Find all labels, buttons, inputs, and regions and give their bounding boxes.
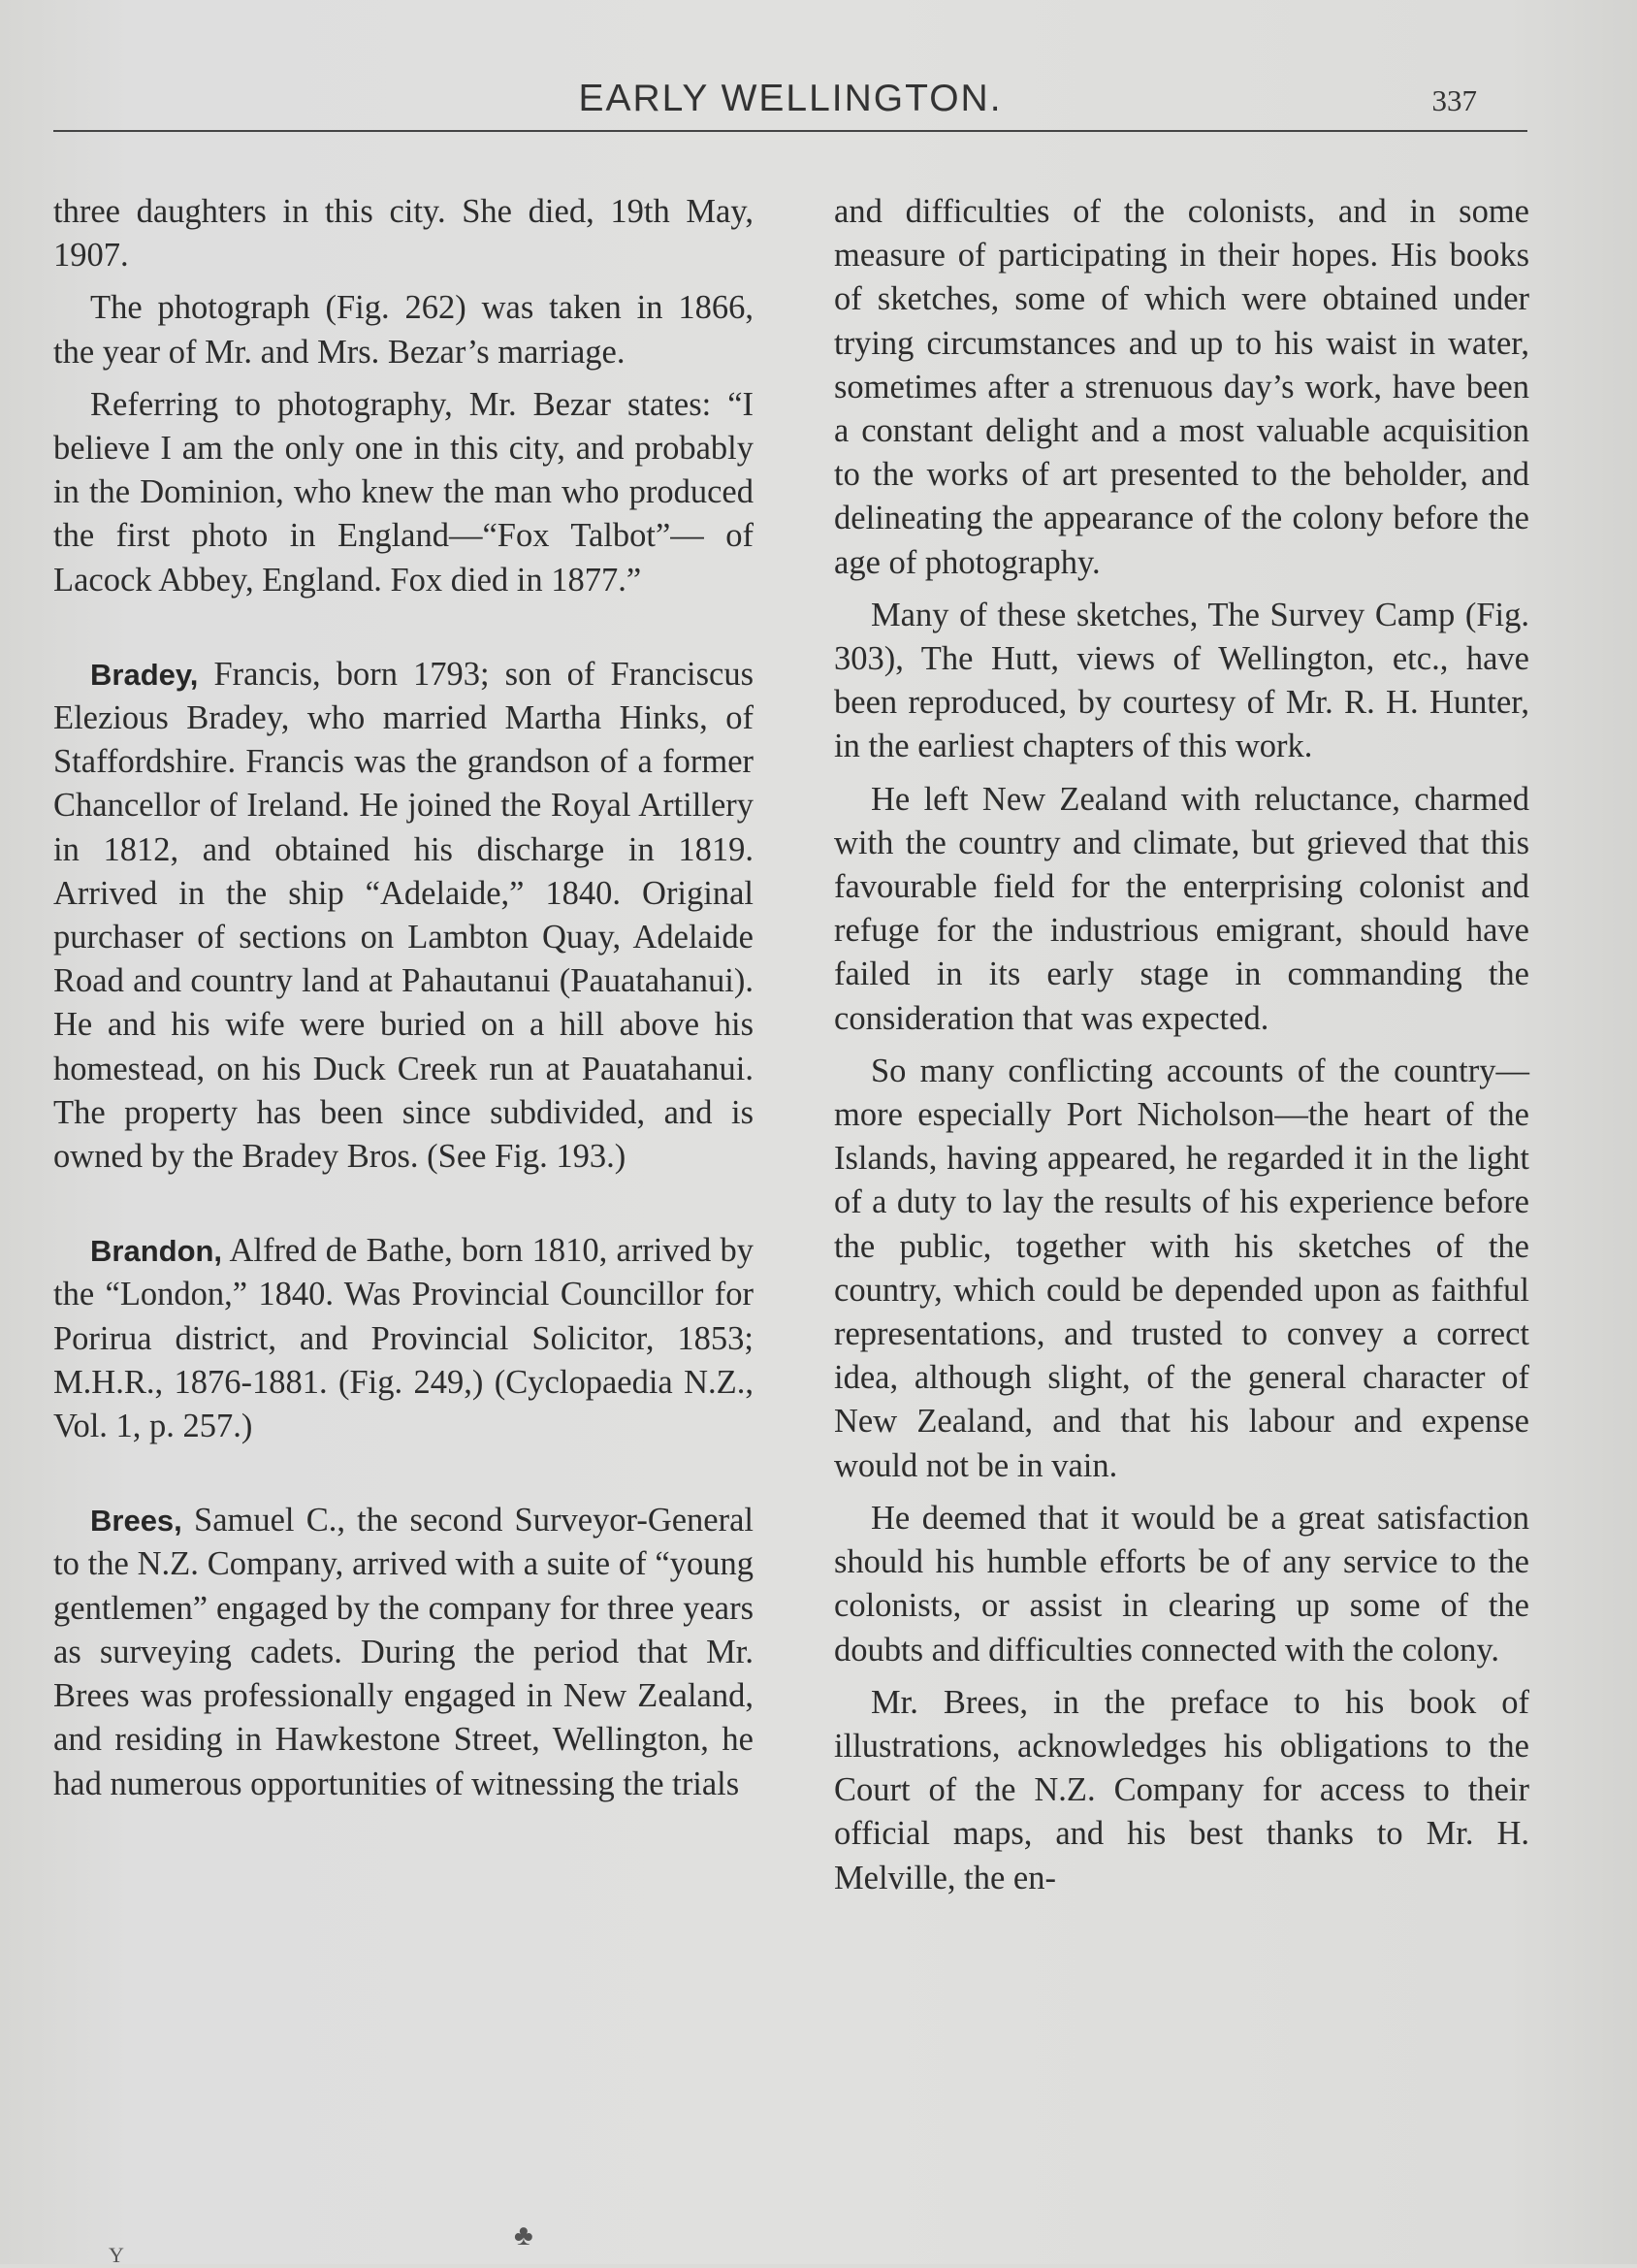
page-number: 337 (1431, 83, 1477, 117)
entry-name: Brees, (90, 1504, 182, 1539)
entry-bradey (53, 653, 754, 1179)
paragraph: He deemed that it would be a great satisfaction should his humble efforts be of any service to the colonists, or assist in clearing up some of the doubts and difficulties connected with the colony. (834, 1499, 1529, 1669)
entry-text: Samuel C., the second Surveyor-General to the N.Z. Company, arrived with a suite of “young gentlemen” engaged by the company for three years as surveying cadets. During the period that Mr. Brees was professionally engaged in New Zealand, and residing in Hawkestone Street, Wellington, he had numerous opportunities of witnessing the trials (53, 1502, 754, 1802)
entry-brees (53, 1499, 754, 1805)
printer-ornament-icon: ♣ (514, 2219, 533, 2252)
entry-brandon (53, 1229, 754, 1448)
running-header (53, 78, 1527, 130)
paragraph: three daughters in this city. She died, 19th May, 1907. (53, 193, 754, 275)
left-column (53, 190, 754, 1815)
signature-mark: Y (109, 2243, 124, 2267)
right-column (834, 190, 1529, 1909)
entry-text: Alfred de Bathe, born 1810, arrived by the “London,” 1840. Was Provincial Councillor for Porirua district, and Provincial Solicitor, 1853; M.H.R., 1876-1881. (Fig. 249,) (Cyclopaedia N.Z., Vol. 1, p. 257.) (53, 1232, 754, 1445)
running-title: EARLY WELLINGTON. (578, 78, 1003, 119)
paragraph: Many of these sketches, The Survey Camp (Fig. 303), The Hutt, views of Wellington, etc., have been reproduced, by courtesy of Mr. R. H. Hunter, in the earliest chapters of this work. (834, 596, 1529, 765)
entry-text: Francis, born 1793; son of Franciscus Elezious Bradey, who married Martha Hinks, of Staffordshire. Francis was the grandson of a former Chancellor of Ireland. He joined the Royal Artillery in 1812, and obtained his discharge in 1819. Arrived in the ship “Adelaide,” 1840. Original purchaser of sections on Lambton Quay, Adelaide Road and country land at Pahautanui (Pauatahanui). He and his wife were buried on a hill above his homestead, on his Duck Creek run at Pauatahanui. The property has been since subdivided, and is owned by the Bradey Bros. (See Fig. 193.) (53, 655, 754, 1176)
paragraph: Referring to photography, Mr. Bezar states: “I believe I am the only one in this city, and probably in the Dominion, who knew the man who produced the first photo in England—“Fox Talbot”— of Lacock Abbey, England. Fox died in 1877.” (53, 385, 754, 599)
paragraph: So many conflicting accounts of the country—more especially Port Nicholson—the heart of the Islands, having appeared, he regarded it in the light of a duty to lay the results of his experience before the public, together with his sketches of the country, which could be depended upon as faithful representations, and trusted to convey a correct idea, although slight, of the general character of New Zealand, and that his labour and expense would not be in vain. (834, 1052, 1529, 1484)
entry-name: Bradey, (90, 657, 199, 692)
paragraph: The photograph (Fig. 262) was taken in 1866, the year of Mr. and Mrs. Bezar’s marriage. (53, 289, 754, 371)
entry-name: Brandon, (90, 1234, 223, 1269)
paragraph: Mr. Brees, in the preface to his book of illustrations, acknowledges his obligations to the Court of the N.Z. Company for access to their official maps, and his best thanks to Mr. H. Melville, the en- (834, 1683, 1529, 1896)
paragraph: He left New Zealand with reluctance, charmed with the country and climate, but grieved that this favourable field for the enterprising colonist and refuge for the industrious emigrant, should have failed in its early stage in commanding the consideration that was expected. (834, 780, 1529, 1037)
paragraph: and difficulties of the colonists, and in some measure of participating in their hopes. His books of sketches, some of which were obtained under trying circumstances and up to his waist in water, sometimes after a strenuous day’s work, have been a constant delight and a most valuable acquisition to the works of art presented to the beholder, and delineating the appearance of the colony before the age of photography. (834, 193, 1529, 581)
header-rule (53, 130, 1527, 132)
